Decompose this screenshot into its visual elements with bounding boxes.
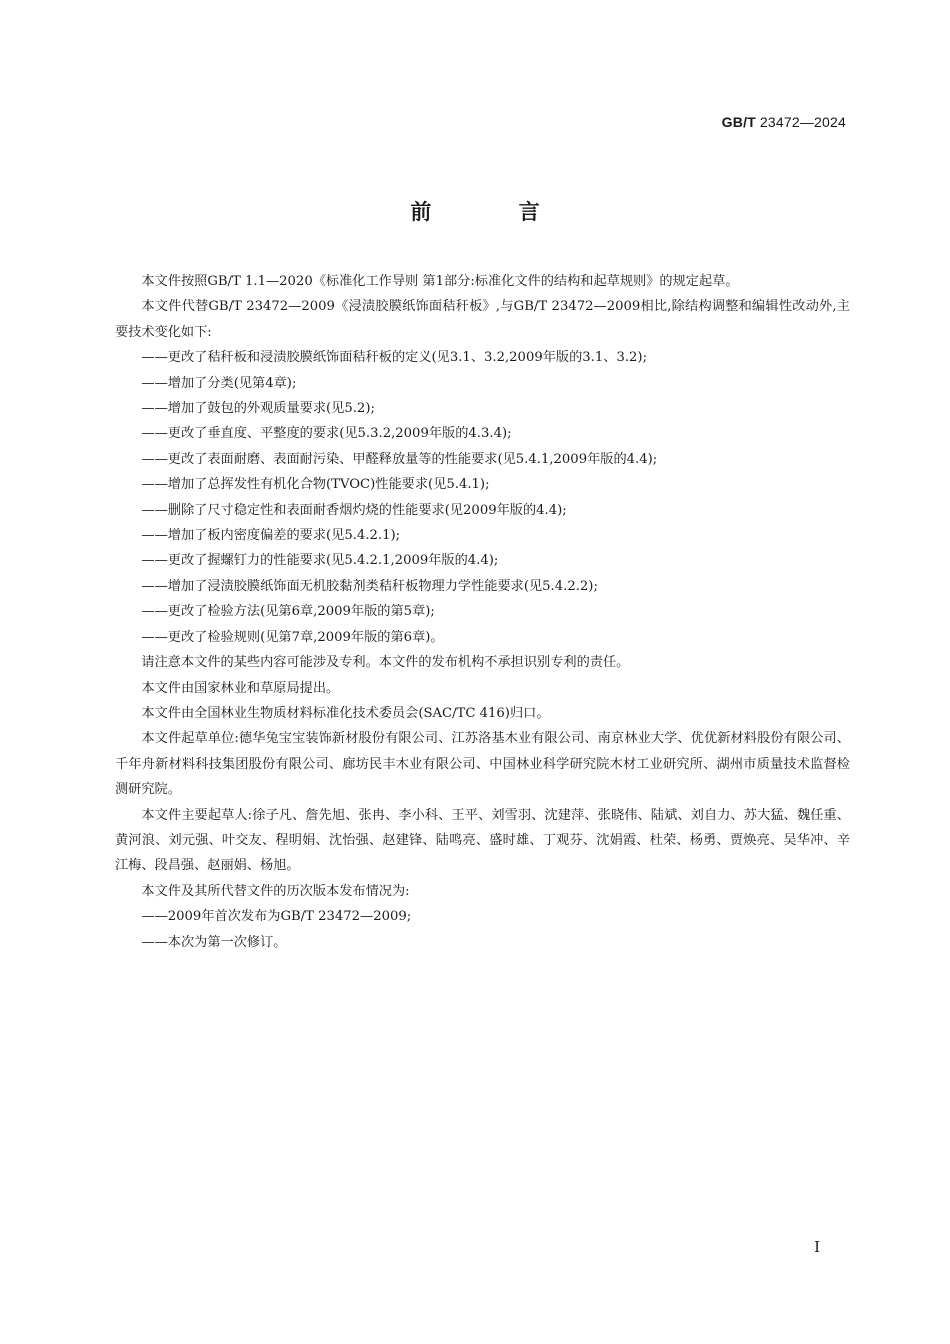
change-list-item: ——更改了检验方法(见第6章,2009年版的第5章); (141, 604, 435, 620)
version-history-item: ——本次为第一次修订。 (141, 934, 287, 950)
standard-number: 23472—2024 (759, 114, 846, 130)
paragraph: 本文件及其所代替文件的历次版本发布情况为: (141, 883, 410, 899)
page-title: 前 言 (410, 200, 580, 224)
change-list-item: ——更改了垂直度、平整度的要求(见5.3.2,2009年版的4.3.4); (141, 426, 512, 442)
paragraph: 本文件由国家林业和草原局提出。 (141, 680, 340, 696)
change-list-item: ——增加了板内密度偏差的要求(见5.4.2.1); (141, 528, 401, 544)
change-list-item: ——删除了尺寸稳定性和表面耐香烟灼烧的性能要求(见2009年版的4.4); (141, 502, 567, 518)
change-list-item: ——更改了秸秆板和浸渍胶膜纸饰面秸秆板的定义(见3.1、3.2,2009年版的3.1、3.2); (141, 350, 648, 366)
change-list-item: ——更改了握螺钉力的性能要求(见5.4.2.1,2009年版的4.4); (141, 553, 499, 569)
version-history-item: ——2009年首次发布为GB/T 23472—2009; (141, 909, 412, 925)
standard-code-header (722, 114, 846, 130)
change-list-item: ——增加了分类(见第4章); (141, 375, 297, 391)
paragraph: 本文件代替GB/T 23472—2009《浸渍胶膜纸饰面秸秆板》,与GB/T 23472—2009相比,除结构调整和编辑性改动外,主要技术变化如下: (115, 299, 850, 340)
paragraph: 请注意本文件的某些内容可能涉及专利。本文件的发布机构不承担识别专利的责任。 (141, 655, 630, 671)
paragraph: 本文件主要起草人:徐子凡、詹先旭、张冉、李小科、王平、刘雪羽、沈建萍、张晓伟、陆斌、刘自力、苏大猛、魏任重、黄河浪、刘元强、叶交友、程明娟、沈怡强、赵建锋、陆鸣亮、盛时雄、丁观芬、沈娟霞、杜荣、杨勇、贾焕亮、吴华冲、辛江梅、段昌强、赵丽娟、杨旭。 (115, 807, 850, 874)
change-list-item: ——增加了浸渍胶膜纸饰面无机胶黏剂类秸秆板物理力学性能要求(见5.4.2.2); (141, 578, 598, 594)
paragraph: 本文件按照GB/T 1.1—2020《标准化工作导则 第1部分:标准化文件的结构和起草规则》的规定起草。 (141, 274, 739, 289)
standard-code: GB/T (721, 114, 756, 130)
change-list-item: ——增加了鼓包的外观质量要求(见5.2); (141, 401, 375, 417)
paragraph: 本文件由全国林业生物质材料标准化技术委员会(SAC/TC 416)归口。 (141, 705, 550, 721)
page-number: I (814, 1238, 820, 1256)
foreword-body (115, 269, 850, 955)
change-list-item: ——更改了表面耐磨、表面耐污染、甲醛释放量等的性能要求(见5.4.1,2009年版的4.4); (141, 451, 658, 467)
paragraph: 本文件起草单位:德华兔宝宝装饰新材股份有限公司、江苏洛基木业有限公司、南京林业大学、优优新材料股份有限公司、千年舟新材料科技集团股份有限公司、廊坊民丰木业有限公司、中国林业科学研究院木材工业研究所、湖州市质量技术监督检测研究院。 (115, 731, 850, 798)
change-list-item: ——增加了总挥发性有机化合物(TVOC)性能要求(见5.4.1); (141, 477, 490, 493)
change-list-item: ——更改了检验规则(见第7章,2009年版的第6章)。 (141, 629, 444, 645)
